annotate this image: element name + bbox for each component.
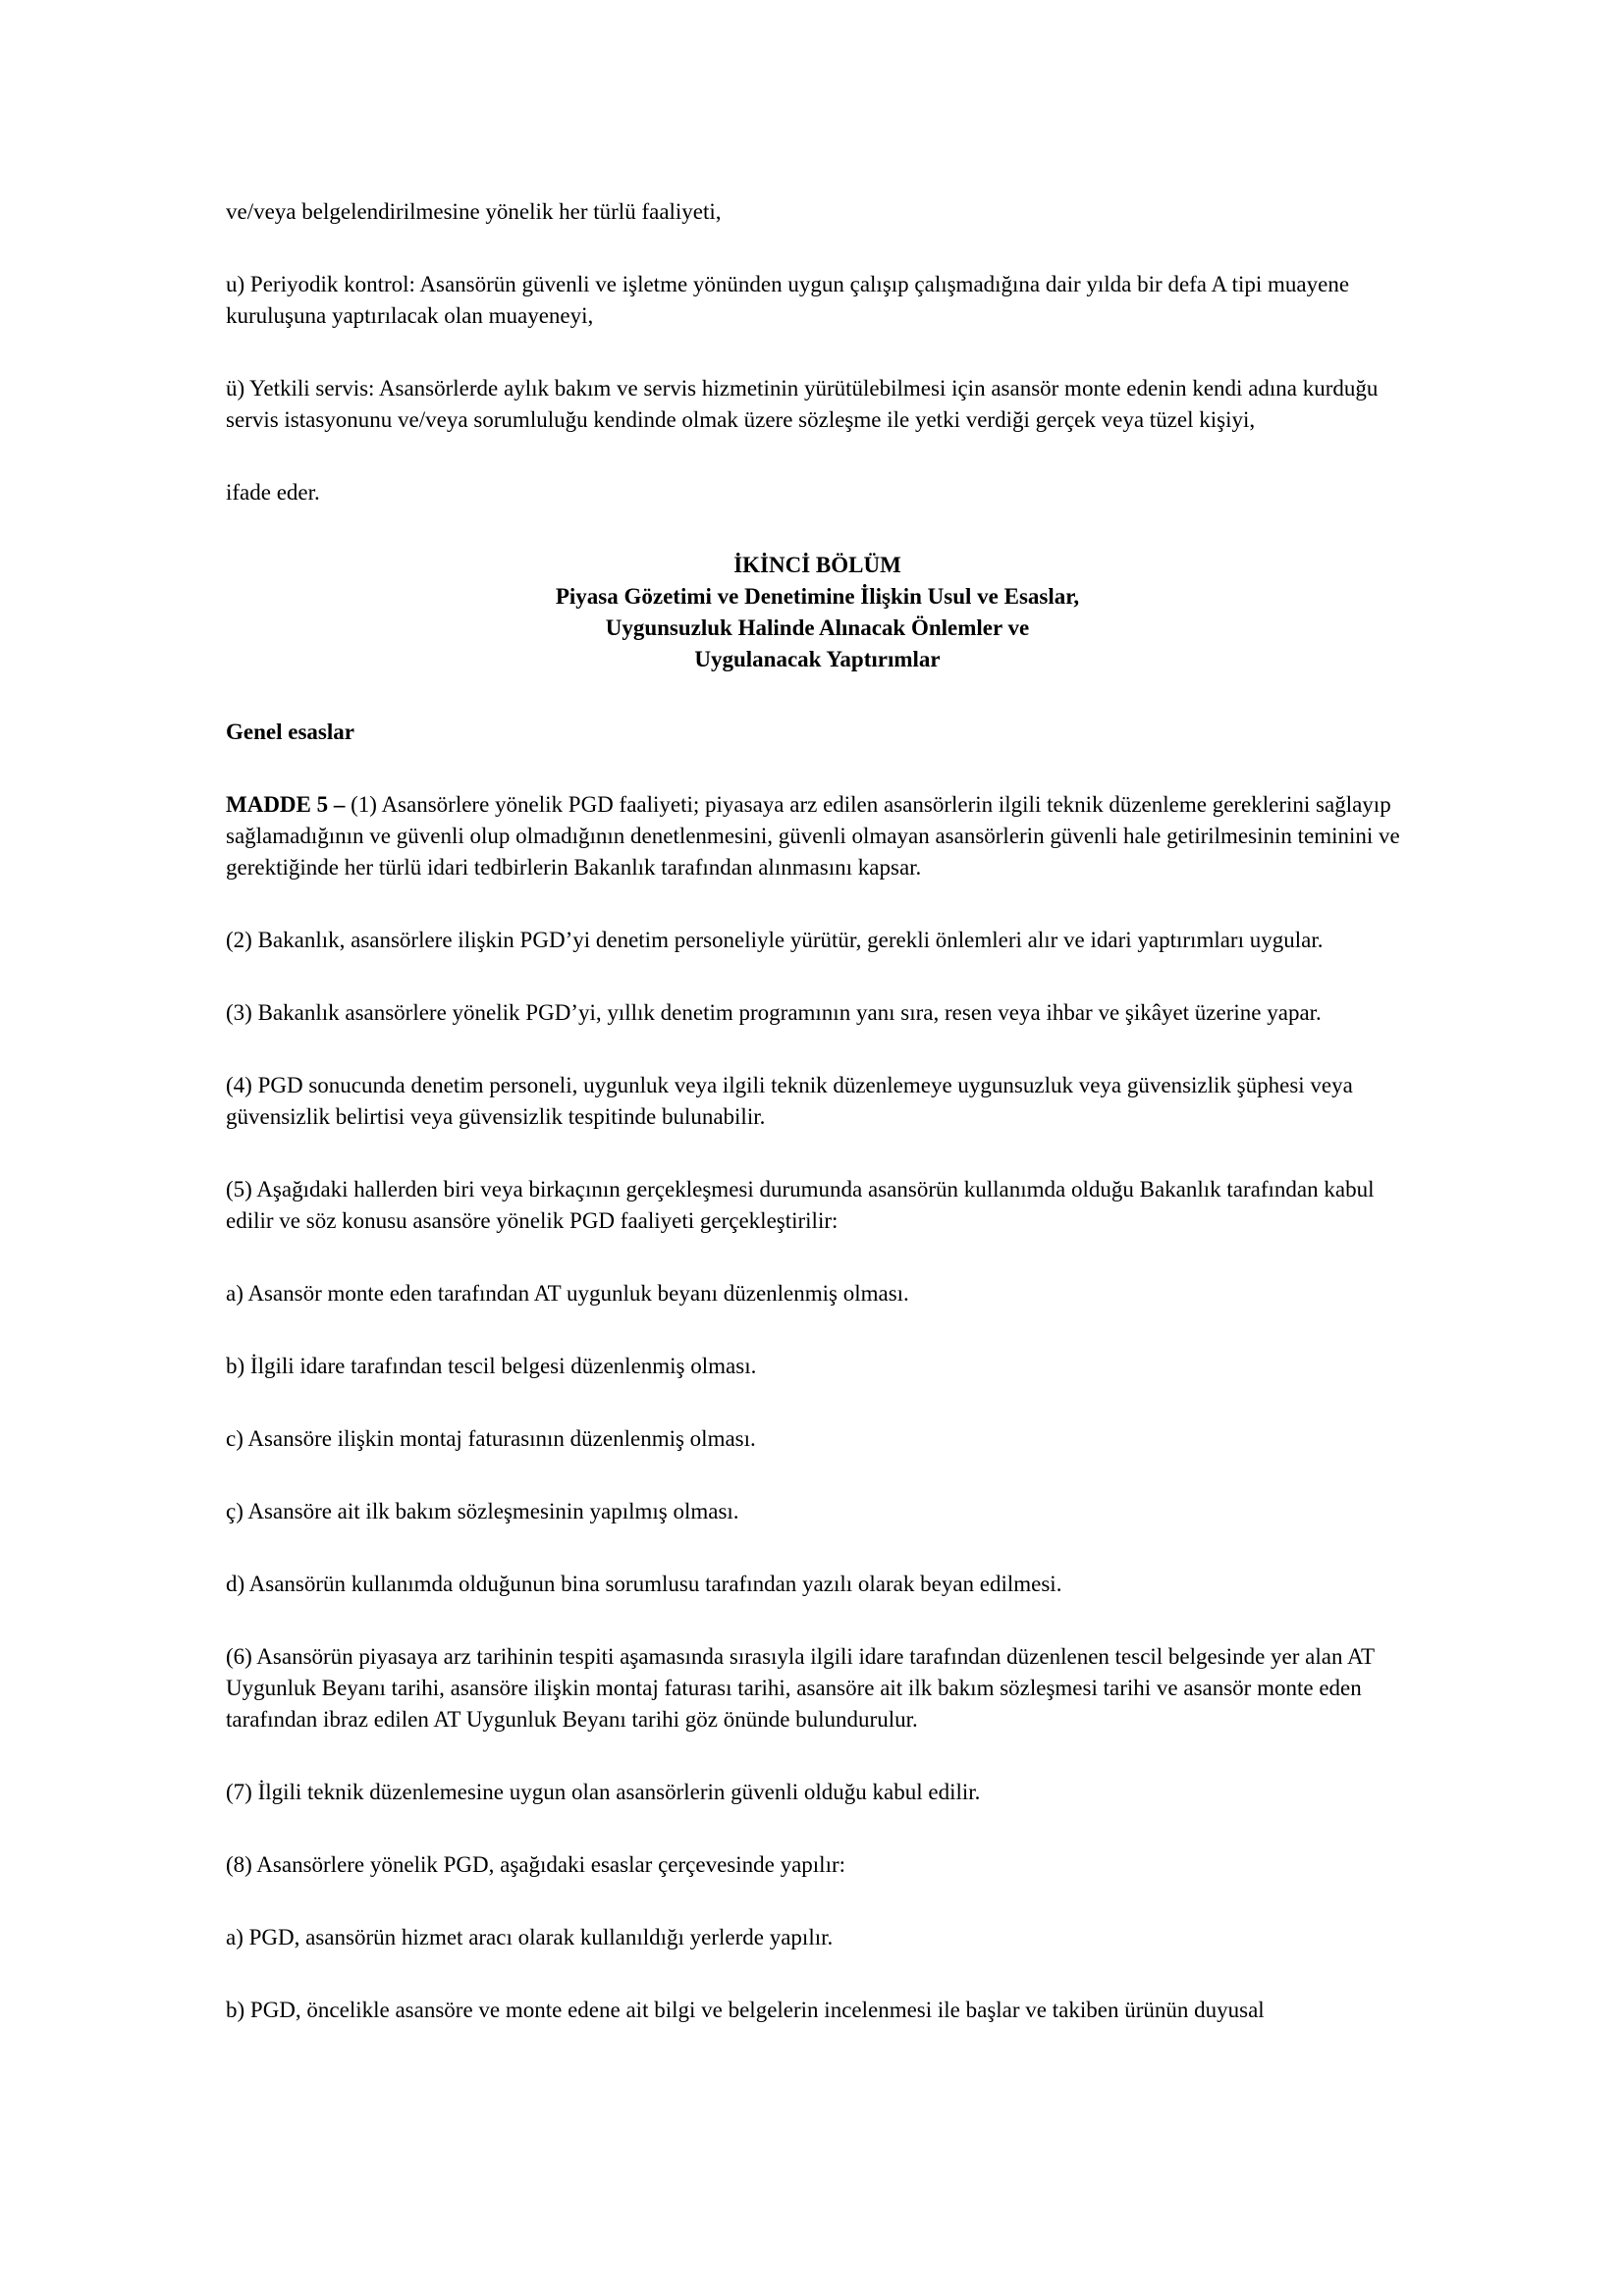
chapter-heading-line-2: Piyasa Gözetimi ve Denetimine İlişkin Usul ve Esaslar, bbox=[555, 584, 1080, 609]
paragraph: ve/veya belgelendirilmesine yönelik her türlü faaliyeti, bbox=[226, 199, 722, 224]
paragraph-fikra-2: (2) Bakanlık, asansörlere ilişkin PGD’yi denetim personeliyle yürütür, gerekli önlemleri alır ve idari yaptırımları uygular. bbox=[226, 928, 1324, 952]
document-content bbox=[226, 196, 1409, 2067]
section-title-genel-esaslar: Genel esaslar bbox=[226, 720, 354, 744]
list-item-cc: ç) Asansöre ait ilk bakım sözleşmesinin yapılmış olması. bbox=[226, 1499, 739, 1523]
paragraph-ifade-eder: ifade eder. bbox=[226, 480, 320, 505]
madde-5-body: (1) Asansörlere yönelik PGD faaliyeti; piyasaya arz edilen asansörlerin ilgili teknik düzenleme gereklerini sağlayıp sağlamadığının ve güvenli olup olmadığının denetlenmesini, güvenli olmayan asansörlerin güvenli hale getirilmesinin teminini ve gerektiğinde her türlü idari tedbirlerin Bakanlık tarafından alınmasını kapsar. bbox=[226, 792, 1400, 880]
list-item-d: d) Asansörün kullanımda olduğunun bina sorumlusu tarafından yazılı olarak beyan edilmesi. bbox=[226, 1572, 1062, 1596]
paragraph-fikra-3: (3) Bakanlık asansörlere yönelik PGD’yi, yıllık denetim programının yanı sıra, resen veya ihbar ve şikâyet üzerine yapar. bbox=[226, 1000, 1322, 1025]
chapter-heading-line-1: İKİNCİ BÖLÜM bbox=[733, 553, 901, 577]
list-item-b-2: b) PGD, öncelikle asansöre ve monte edene ait bilgi ve belgelerin incelenmesi ile başlar ve takiben ürünün duyusal bbox=[226, 1998, 1265, 2022]
paragraph-fikra-4: (4) PGD sonucunda denetim personeli, uygunluk veya ilgili teknik düzenlemeye uygunsuzluk veya güvensizlik şüphesi veya güvensizlik belirtisi veya güvensizlik tespitinde bulunabilir. bbox=[226, 1073, 1353, 1129]
paragraph-fikra-5: (5) Aşağıdaki hallerden biri veya birkaçının gerçekleşmesi durumunda asansörün kullanımda olduğu Bakanlık tarafından kabul edilir ve söz konusu asansöre yönelik PGD faaliyeti gerçekleştirilir: bbox=[226, 1177, 1375, 1233]
list-item-b: b) İlgili idare tarafından tescil belgesi düzenlenmiş olması. bbox=[226, 1354, 757, 1378]
chapter-heading-line-4: Uygulanacak Yaptırımlar bbox=[694, 647, 941, 671]
chapter-heading bbox=[226, 550, 1409, 675]
chapter-heading-line-3: Uygunsuzluk Halinde Alınacak Önlemler ve bbox=[605, 615, 1030, 640]
list-item-a: a) Asansör monte eden tarafından AT uygunluk beyanı düzenlenmiş olması. bbox=[226, 1281, 909, 1306]
list-item-c: c) Asansöre ilişkin montaj faturasının düzenlenmiş olması. bbox=[226, 1426, 756, 1451]
paragraph-fikra-8: (8) Asansörlere yönelik PGD, aşağıdaki esaslar çerçevesinde yapılır: bbox=[226, 1852, 846, 1877]
paragraph-fikra-6: (6) Asansörün piyasaya arz tarihinin tespiti aşamasında sırasıyla ilgili idare tarafından düzenlenen tescil belgesinde yer alan AT Uygunluk Beyanı tarihi, asansöre ilişkin montaj faturası tarihi, asansöre ait ilk bakım sözleşmesi tarihi ve asansör monte eden tarafından ibraz edilen AT Uygunluk Beyanı tarihi göz önünde bulundurulur. bbox=[226, 1644, 1375, 1732]
list-item-a-2: a) PGD, asansörün hizmet aracı olarak kullanıldığı yerlerde yapılır. bbox=[226, 1925, 834, 1949]
paragraph-fikra-7: (7) İlgili teknik düzenlemesine uygun olan asansörlerin güvenli olduğu kabul edilir. bbox=[226, 1780, 981, 1804]
paragraph-madde-5 bbox=[226, 789, 1409, 883]
paragraph-yetkili-servis: ü) Yetkili servis: Asansörlerde aylık bakım ve servis hizmetinin yürütülebilmesi için asansör monte edenin kendi adına kurduğu servis istasyonunu ve/veya sorumluluğu kendinde olmak üzere sözleşme ile yetki verdiği gerçek veya tüzel kişiyi, bbox=[226, 376, 1379, 432]
paragraph-periyodik-kontrol: u) Periyodik kontrol: Asansörün güvenli ve işletme yönünden uygun çalışıp çalışmadığına dair yılda bir defa A tipi muayene kuruluşuna yaptırılacak olan muayeneyi, bbox=[226, 272, 1350, 328]
madde-5-label: MADDE 5 – bbox=[226, 792, 352, 817]
